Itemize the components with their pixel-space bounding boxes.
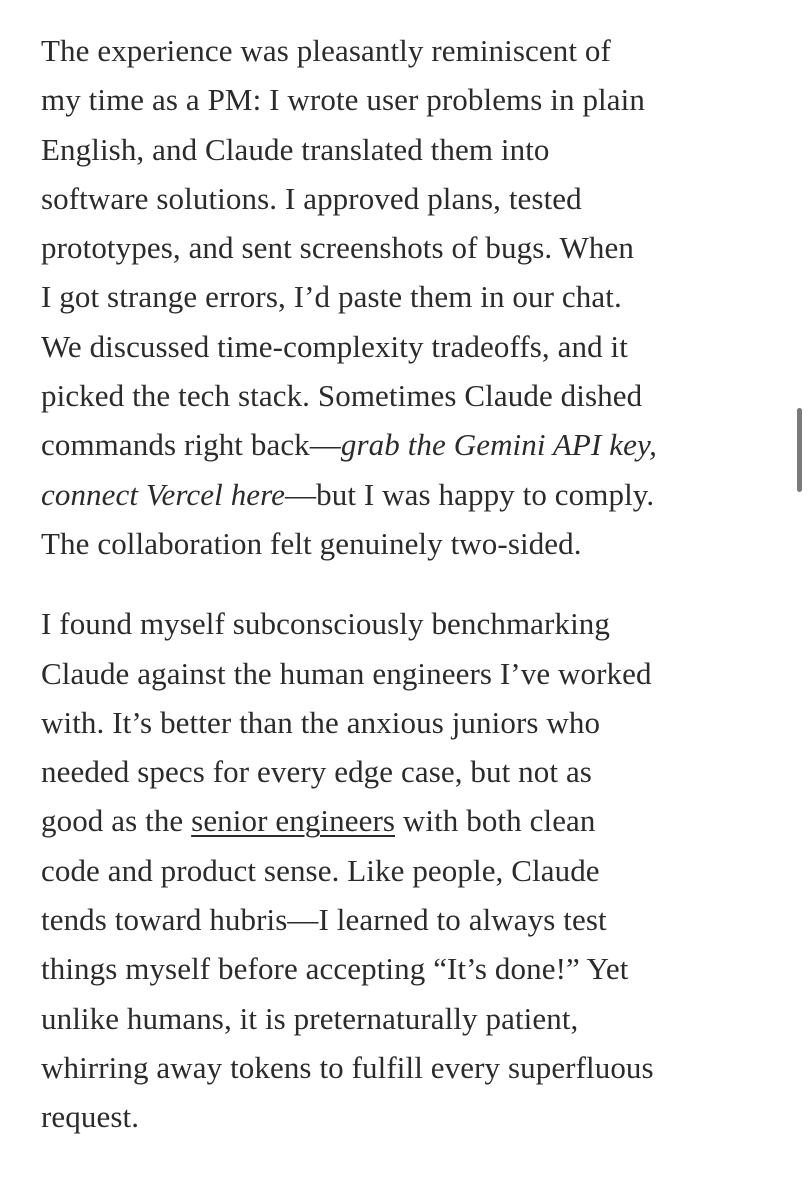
text-line: The experience was pleasantly reminiscent of	[41, 33, 611, 68]
senior-engineers-link[interactable]: senior engineers	[191, 803, 396, 839]
text-line: tends toward hubris—I learned to always test	[41, 902, 607, 938]
text-segment: —but I was happy to comply.	[285, 476, 655, 512]
text-line: We discussed time-complexity tradeoffs, and it	[41, 328, 628, 364]
text-line: my time as a PM: I wrote user problems in plain	[41, 82, 645, 118]
paragraph-pm-experience	[41, 26, 791, 568]
text-line: things myself before accepting “It’s done!” Yet	[41, 951, 629, 987]
text-segment: with both clean	[395, 803, 596, 839]
text-line: The collaboration felt genuinely two-sided.	[41, 525, 582, 561]
italic-text: connect Vercel here	[41, 476, 286, 512]
paragraph-benchmarking	[41, 599, 791, 1141]
text-line: code and product sense. Like people, Claude	[41, 852, 600, 888]
text-line: I found myself subconsciously benchmarking	[41, 606, 610, 642]
text-segment: commands right back—	[41, 427, 341, 463]
text-line	[41, 470, 791, 519]
text-segment: good as the	[41, 803, 192, 839]
text-line: whirring away tokens to fulfill every superfluous	[41, 1049, 654, 1085]
text-line: request.	[41, 1099, 140, 1135]
text-line: software solutions. I approved plans, tested	[41, 180, 582, 216]
text-line: unlike humans, it is preternaturally patient,	[41, 1000, 579, 1036]
text-line	[41, 796, 791, 845]
text-line: needed specs for every edge case, but not as	[41, 754, 592, 790]
italic-text: grab the Gemini API key,	[340, 427, 657, 463]
scrollbar-thumb[interactable]	[797, 408, 802, 492]
text-line: Claude against the human engineers I’ve worked	[41, 655, 652, 691]
text-line: prototypes, and sent screenshots of bugs. When	[41, 230, 634, 266]
article-body	[41, 26, 791, 1142]
text-line: English, and Claude translated them into	[41, 131, 550, 167]
text-line: I got strange errors, I’d paste them in our chat.	[41, 279, 622, 315]
text-line: picked the tech stack. Sometimes Claude dished	[41, 378, 643, 414]
text-line	[41, 420, 791, 469]
text-line: with. It’s better than the anxious juniors who	[41, 704, 601, 740]
